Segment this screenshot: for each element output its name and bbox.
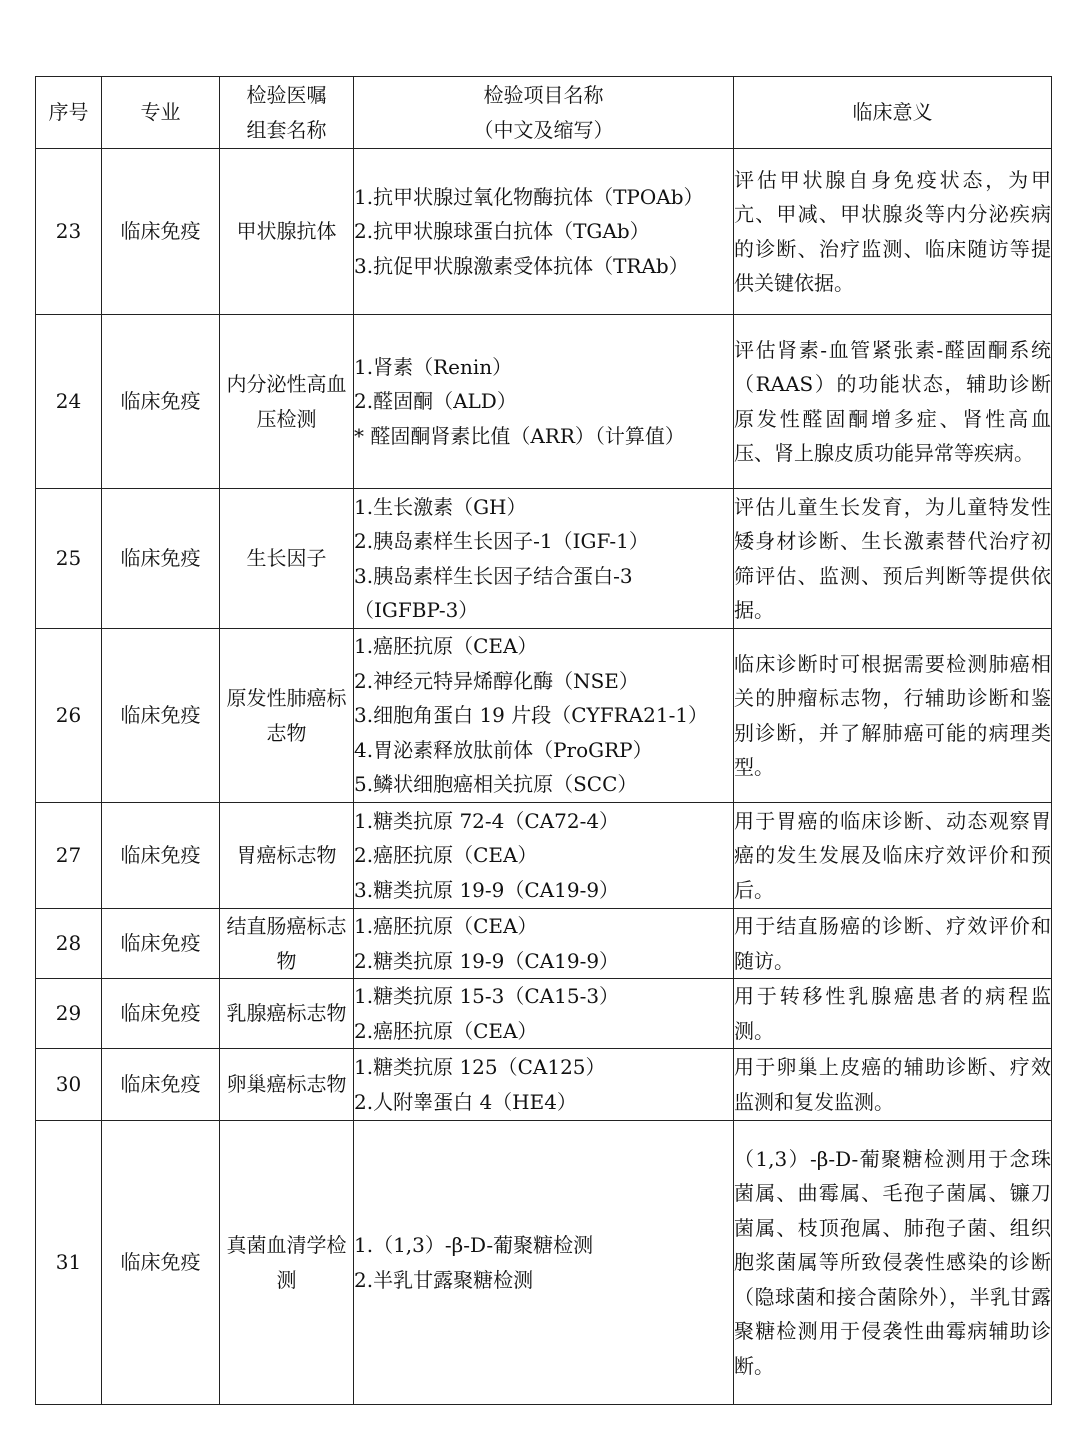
row-seq: 29: [36, 979, 102, 1049]
row-items: [354, 979, 734, 1049]
row-items: [354, 629, 734, 803]
table-row: [36, 629, 1052, 803]
row-major: 临床免疫: [102, 803, 220, 909]
item-line: 2.胰岛素样生长因子-1（IGF-1）: [354, 529, 649, 553]
row-seq: 26: [36, 629, 102, 803]
row-items: [354, 1121, 734, 1405]
row-order-name: 内分泌性高血压检测: [220, 315, 354, 489]
row-seq: 25: [36, 489, 102, 629]
item-line: 3.细胞角蛋白 19 片段（CYFRA21-1）: [354, 703, 709, 728]
row-major: 临床免疫: [102, 1121, 220, 1405]
item-line: 3.抗促甲状腺激素受体抗体（TRAb）: [354, 253, 689, 278]
row-order-name: 甲状腺抗体: [220, 149, 354, 315]
row-order-name: 乳腺癌标志物: [220, 979, 354, 1049]
table-row: [36, 1049, 1052, 1121]
row-major: 临床免疫: [102, 315, 220, 489]
row-seq: 28: [36, 909, 102, 979]
row-seq: 30: [36, 1049, 102, 1121]
header-significance: 临床意义: [734, 77, 1052, 149]
header-major: 专业: [102, 77, 220, 149]
row-order-name: 胃癌标志物: [220, 803, 354, 909]
header-item-name: [354, 77, 734, 149]
item-line: 3.胰岛素样生长因子结合蛋白-3: [354, 563, 633, 588]
item-line: 1.生长激素（GH）: [354, 494, 527, 519]
item-line: 2.糖类抗原 19-9（CA19-9）: [354, 948, 620, 973]
table-row: [36, 979, 1052, 1049]
item-line: 1.糖类抗原 72-4（CA72-4）: [354, 808, 620, 833]
header-item-name-line2: （中文及缩写）: [473, 117, 614, 142]
row-order-name: 卵巢癌标志物: [220, 1049, 354, 1121]
item-line: 1.肾素（Renin）: [354, 354, 513, 379]
table-row: [36, 1121, 1052, 1405]
item-line: （IGFBP-3）: [354, 598, 479, 622]
item-line: 1.糖类抗原 125（CA125）: [354, 1055, 606, 1079]
row-seq: 31: [36, 1121, 102, 1405]
item-line: 1.抗甲状腺过氧化物酶抗体（TPOAb）: [354, 184, 704, 209]
row-significance: 用于结直肠癌的诊断、疗效评价和随访。: [734, 909, 1052, 979]
row-items: [354, 315, 734, 489]
item-line: 4.胃泌素释放肽前体（ProGRP）: [354, 737, 653, 762]
row-major: 临床免疫: [102, 979, 220, 1049]
row-significance: 评估儿童生长发育，为儿童特发性矮身材诊断、生长激素替代治疗初筛评估、监测、预后判断等提供依据。: [734, 489, 1052, 629]
row-items: [354, 1049, 734, 1121]
table-row: [36, 909, 1052, 979]
row-order-name: 真菌血清学检测: [220, 1121, 354, 1405]
item-line: 2.人附睾蛋白 4（HE4）: [354, 1089, 577, 1114]
row-significance: （1,3）-β-D-葡聚糖检测用于念珠菌属、曲霉属、毛孢子菌属、镰刀菌属、枝顶孢属、肺孢子菌、组织胞浆菌属等所致侵袭性感染的诊断（隐球菌和接合菌除外），半乳甘露聚糖检测用于侵袭性曲霉病辅助诊断。: [734, 1121, 1052, 1405]
header-order-name-line1: 检验医嘱: [246, 83, 327, 107]
item-line: 2.醛固酮（ALD）: [354, 389, 517, 414]
item-line: 2.癌胚抗原（CEA）: [354, 1018, 538, 1043]
row-order-name: 生长因子: [220, 489, 354, 629]
row-major: 临床免疫: [102, 489, 220, 629]
header-order-name-line2: 组套名称: [246, 117, 327, 142]
row-seq: 27: [36, 803, 102, 909]
table-row: [36, 149, 1052, 315]
row-major: 临床免疫: [102, 629, 220, 803]
row-major: 临床免疫: [102, 149, 220, 315]
header-item-name-line1: 检验项目名称: [483, 83, 604, 107]
item-line: 2.半乳甘露聚糖检测: [354, 1267, 534, 1292]
row-seq: 24: [36, 315, 102, 489]
item-line: * 醛固酮肾素比值（ARR）（计算值）: [354, 423, 685, 448]
table-row: [36, 315, 1052, 489]
header-seq: 序号: [36, 77, 102, 149]
item-line: 1.癌胚抗原（CEA）: [354, 634, 538, 659]
row-items: [354, 149, 734, 315]
row-major: 临床免疫: [102, 909, 220, 979]
row-major: 临床免疫: [102, 1049, 220, 1121]
header-order-name: [220, 77, 354, 149]
table-row: [36, 803, 1052, 909]
item-line: 2.神经元特异烯醇化酶（NSE）: [354, 668, 639, 693]
row-significance: 评估肾素-血管紧张素-醛固酮系统（RAAS）的功能状态，辅助诊断原发性醛固酮增多症、肾性高血压、肾上腺皮质功能异常等疾病。: [734, 315, 1052, 489]
row-significance: 用于转移性乳腺癌患者的病程监测。: [734, 979, 1052, 1049]
item-line: 1.糖类抗原 15-3（CA15-3）: [354, 984, 620, 1008]
item-line: 2.抗甲状腺球蛋白抗体（TGAb）: [354, 219, 650, 244]
item-line: 3.糖类抗原 19-9（CA19-9）: [354, 877, 620, 902]
table-row: [36, 489, 1052, 629]
row-items: [354, 489, 734, 629]
row-order-name: 原发性肺癌标志物: [220, 629, 354, 803]
item-line: 1.（1,3）-β-D-葡聚糖检测: [354, 1233, 594, 1257]
item-line: 5.鳞状细胞癌相关抗原（SCC）: [354, 772, 638, 797]
row-items: [354, 803, 734, 909]
row-significance: 用于卵巢上皮癌的辅助诊断、疗效监测和复发监测。: [734, 1049, 1052, 1121]
item-line: 1.癌胚抗原（CEA）: [354, 914, 538, 938]
row-seq: 23: [36, 149, 102, 315]
row-significance: 用于胃癌的临床诊断、动态观察胃癌的发生发展及临床疗效评价和预后。: [734, 803, 1052, 909]
row-significance: 评估甲状腺自身免疫状态，为甲亢、甲减、甲状腺炎等内分泌疾病的诊断、治疗监测、临床随访等提供关键依据。: [734, 149, 1052, 315]
row-order-name: 结直肠癌标志物: [220, 909, 354, 979]
row-items: [354, 909, 734, 979]
lab-test-table: [35, 76, 1052, 1405]
header-row: [36, 77, 1052, 149]
item-line: 2.癌胚抗原（CEA）: [354, 843, 538, 868]
row-significance: 临床诊断时可根据需要检测肺癌相关的肿瘤标志物，行辅助诊断和鉴别诊断，并了解肺癌可能的病理类型。: [734, 629, 1052, 803]
